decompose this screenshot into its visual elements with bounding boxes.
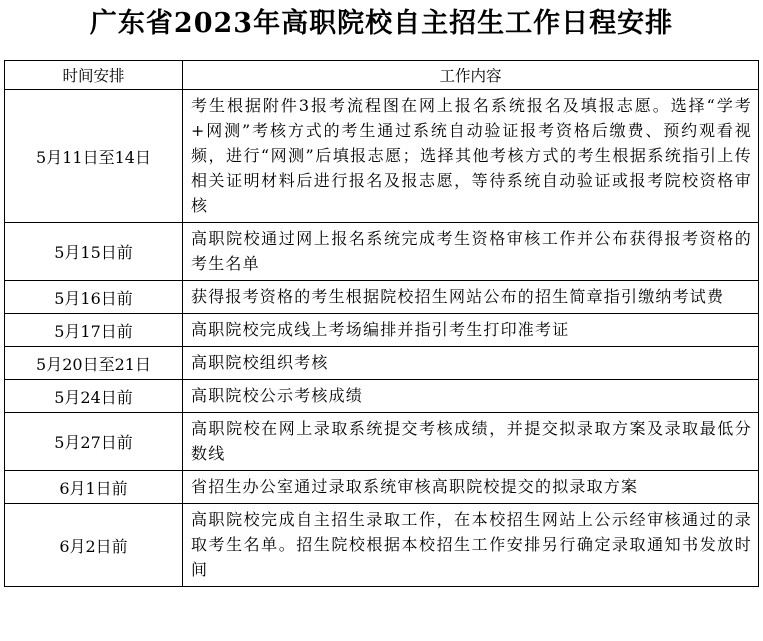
row-content: 高职院校完成线上考场编排并指引考生打印准考证: [183, 314, 759, 347]
row-time: 5月27日前: [5, 413, 183, 471]
row-content: 高职院校在网上录取系统提交考核成绩，并提交拟录取方案及录取最低分数线: [183, 413, 759, 471]
row-content: 获得报考资格的考生根据院校招生网站公布的招生简章指引缴纳考试费: [183, 281, 759, 314]
row-content: 高职院校公示考核成绩: [183, 380, 759, 413]
header-content: 工作内容: [183, 61, 759, 90]
schedule-table: [4, 60, 759, 587]
table-row: [5, 504, 759, 587]
table-row: [5, 281, 759, 314]
table-row: [5, 90, 759, 223]
table-row: [5, 223, 759, 281]
row-content: 考生根据附件3报考流程图在网上报名系统报名及填报志愿。选择“学考+网测”考核方式的考生通过系统自动验证报考资格后缴费、预约观看视频，进行“网测”后填报志愿；选择其他考核方式的考生根据系统指引上传相关证明材料后进行报名及报志愿，等待系统自动验证或报考院校资格审核: [183, 90, 759, 223]
table-row: [5, 314, 759, 347]
row-content: 高职院校通过网上报名系统完成考生资格审核工作并公布获得报考资格的考生名单: [183, 223, 759, 281]
table-row: [5, 347, 759, 380]
row-time: 5月15日前: [5, 223, 183, 281]
row-time: 6月2日前: [5, 504, 183, 587]
row-time: 5月17日前: [5, 314, 183, 347]
table-header-row: [5, 61, 759, 90]
row-time: 5月20日至21日: [5, 347, 183, 380]
row-content: 高职院校完成自主招生录取工作，在本校招生网站上公示经审核通过的录取考生名单。招生院校根据本校招生工作安排另行确定录取通知书发放时间: [183, 504, 759, 587]
row-content: 省招生办公室通过录取系统审核高职院校提交的拟录取方案: [183, 471, 759, 504]
row-time: 5月11日至14日: [5, 90, 183, 223]
header-time: 时间安排: [5, 61, 183, 90]
table-row: [5, 471, 759, 504]
table-row: [5, 380, 759, 413]
row-time: 6月1日前: [5, 471, 183, 504]
row-content: 高职院校组织考核: [183, 347, 759, 380]
row-time: 5月24日前: [5, 380, 183, 413]
table-row: [5, 413, 759, 471]
page-title: 广东省2023年高职院校自主招生工作日程安排: [89, 8, 674, 39]
row-time: 5月16日前: [5, 281, 183, 314]
